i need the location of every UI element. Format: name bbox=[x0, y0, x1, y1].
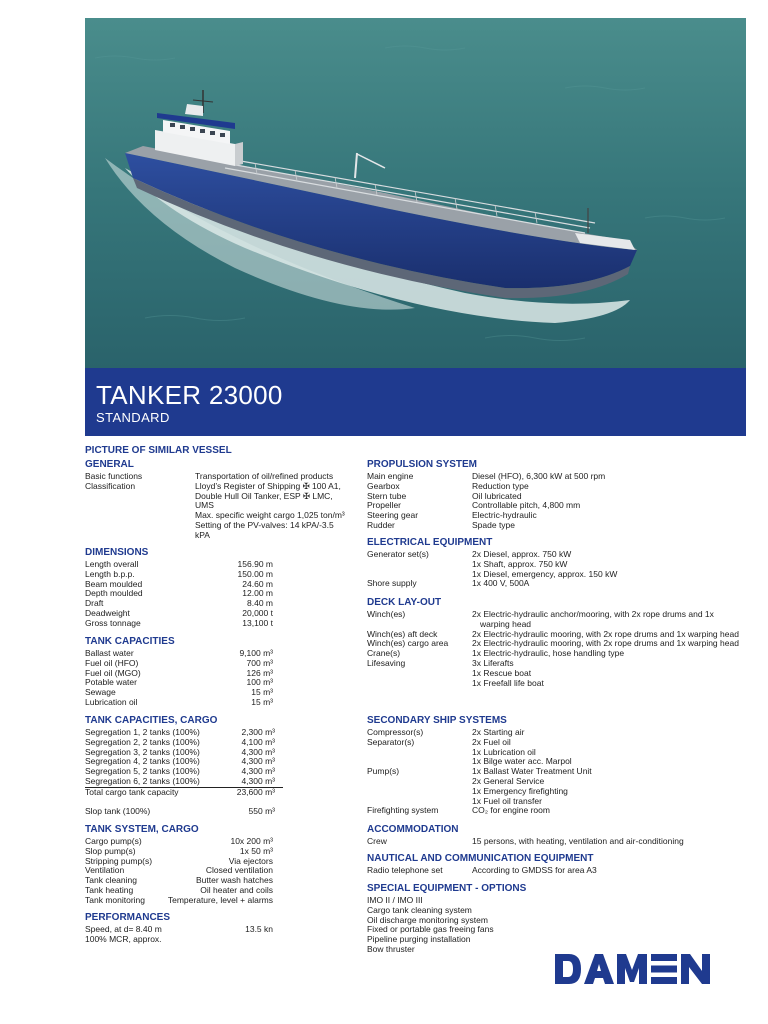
table-row: Segregation 2, 2 tanks (100%) 4,100 m³ bbox=[85, 736, 275, 747]
damen-logo bbox=[553, 953, 721, 985]
section-title: PROPULSION SYSTEM bbox=[367, 459, 478, 470]
table-row: Fuel oil (MGO) 126 m³ bbox=[85, 667, 273, 678]
table-row: Segregation 6, 2 tanks (100%) 4,300 m³ bbox=[85, 775, 275, 786]
table-row: Propeller Controllable pitch, 4,800 mm bbox=[367, 500, 581, 511]
table-row: Winch(es) cargo area 2x Electric-hydraulic mooring, with 2x rope drums and 1x warping head bbox=[367, 638, 739, 649]
table-row: Compressor(s) 2x Starting air bbox=[367, 727, 525, 737]
table-row: Winch(es) 2x Electric-hydraulic anchor/mooring, with 2x rope drums and 1x warping head bbox=[367, 609, 714, 629]
vessel-photo bbox=[85, 18, 746, 368]
section-title: ACCOMMODATION bbox=[367, 824, 459, 835]
table-row: Ventilation Closed ventilation bbox=[85, 865, 273, 876]
section-special-equipment bbox=[367, 883, 742, 955]
table-row: Length b.p.p. 150.00 m bbox=[85, 568, 273, 579]
list-item: Oil discharge monitoring system bbox=[367, 914, 488, 925]
table-row: 1x Bilge water acc. Marpol bbox=[472, 756, 572, 767]
table-row: 1x Freefall life boat bbox=[472, 677, 544, 688]
section-title: NAUTICAL AND COMMUNICATION EQUIPMENT bbox=[367, 853, 594, 864]
table-row: Sewage 15 m³ bbox=[85, 687, 273, 698]
section-tank-system-cargo bbox=[85, 824, 360, 906]
table-row: Generator set(s) 2x Diesel, approx. 750 kW bbox=[367, 549, 572, 559]
table-row: 1x Emergency firefighting bbox=[472, 785, 568, 796]
table-row: Max. specific weight cargo 1,025 ton/m³ bbox=[195, 510, 345, 521]
section-title: DIMENSIONS bbox=[85, 547, 149, 558]
table-row: Gearbox Reduction type bbox=[367, 480, 529, 491]
title-band bbox=[85, 368, 746, 436]
table-row: Deadweight 20,000 t bbox=[85, 607, 273, 618]
table-row: Segregation 3, 2 tanks (100%) 4,300 m³ bbox=[85, 746, 275, 757]
table-row: Cargo pump(s) 10x 200 m³ bbox=[85, 836, 273, 846]
table-row: Slop pump(s) 1x 50 m³ bbox=[85, 845, 273, 856]
section-secondary-systems bbox=[367, 715, 742, 816]
table-row: 1x Rescue boat bbox=[472, 667, 532, 678]
list-item: Fixed or portable gas freeing fans bbox=[367, 924, 494, 935]
section-title: TANK CAPACITIES bbox=[85, 636, 175, 647]
section-title: TANK SYSTEM, CARGO bbox=[85, 824, 199, 835]
table-row: Tank cleaning Butter wash hatches bbox=[85, 875, 273, 886]
table-row: Tank heating Oil heater and coils bbox=[85, 884, 273, 895]
section-general bbox=[85, 459, 360, 541]
section-nautical bbox=[367, 853, 742, 876]
table-row: Shore supply 1x 400 V, 500A bbox=[367, 578, 530, 589]
table-row: Lubrication oil 15 m³ bbox=[85, 696, 273, 707]
table-row: Segregation 4, 2 tanks (100%) 4,300 m³ bbox=[85, 756, 275, 767]
table-row: Crew 15 persons, with heating, ventilation and air-conditioning bbox=[367, 836, 684, 846]
photo-caption: PICTURE OF SIMILAR VESSEL bbox=[85, 445, 232, 456]
section-title: DECK LAY-OUT bbox=[367, 597, 442, 608]
section-tank-capacities-cargo bbox=[85, 715, 360, 816]
table-row: Stern tube Oil lubricated bbox=[367, 490, 522, 501]
table-row: 2x General Service bbox=[472, 775, 545, 786]
list-item: IMO II / IMO III bbox=[367, 895, 423, 905]
table-row: 1x Lubrication oil bbox=[472, 746, 536, 757]
table-row: Pump(s) 1x Ballast Water Treatment Unit bbox=[367, 766, 592, 777]
table-row: Segregation 1, 2 tanks (100%) 2,300 m³ bbox=[85, 727, 275, 737]
table-row: Segregation 5, 2 tanks (100%) 4,300 m³ bbox=[85, 766, 275, 777]
table-row: Fuel oil (HFO) 700 m³ bbox=[85, 657, 273, 668]
section-propulsion bbox=[367, 459, 742, 531]
table-row: 100% MCR, approx. bbox=[85, 933, 162, 944]
section-tank-capacities bbox=[85, 636, 360, 708]
table-row: Stripping pump(s) Via ejectors bbox=[85, 855, 273, 866]
section-title: PERFORMANCES bbox=[85, 912, 171, 923]
table-row: Length overall 156.90 m bbox=[85, 559, 273, 569]
table-row: Depth moulded 12.00 m bbox=[85, 588, 273, 599]
table-row: Tank monitoring Temperature, level + alarms bbox=[85, 894, 273, 905]
table-row: Ballast water 9,100 m³ bbox=[85, 648, 273, 658]
table-row: 1x Fuel oil transfer bbox=[472, 795, 542, 806]
table-row: Classification Lloyd’s Register of Shipping ✠ 100 A1, Double Hull Oil Tanker, ESP ✠ LMC, UMS bbox=[85, 480, 341, 511]
table-row: Beam moulded 24.60 m bbox=[85, 578, 273, 589]
table-row: Main engine Diesel (HFO), 6,300 kW at 500 rpm bbox=[367, 471, 606, 481]
section-performances bbox=[85, 912, 360, 945]
document-title: TANKER 23000 bbox=[96, 380, 283, 410]
list-item: Bow thruster bbox=[367, 943, 415, 954]
table-row: Separator(s) 2x Fuel oil bbox=[367, 736, 511, 747]
table-row: Radio telephone set According to GMDSS for area A3 bbox=[367, 865, 597, 875]
list-item: Pipeline purging installation bbox=[367, 934, 471, 945]
section-dimensions bbox=[85, 547, 360, 629]
table-row: Speed, at d= 8.40 m 13.5 kn bbox=[85, 924, 273, 934]
document-subtitle: STANDARD bbox=[96, 410, 170, 425]
table-row: Firefighting system CO₂ for engine room bbox=[367, 805, 550, 816]
table-row: Gross tonnage 13,100 t bbox=[85, 617, 273, 628]
section-title: SPECIAL EQUIPMENT - OPTIONS bbox=[367, 883, 527, 894]
table-row: 1x Shaft, approx. 750 kW bbox=[472, 558, 568, 569]
table-row: Potable water 100 m³ bbox=[85, 677, 273, 688]
section-deck-layout bbox=[367, 597, 742, 688]
section-accommodation bbox=[367, 824, 742, 847]
table-row: Lifesaving 3x Liferafts bbox=[367, 657, 514, 668]
section-electrical bbox=[367, 537, 742, 589]
section-title: ELECTRICAL EQUIPMENT bbox=[367, 537, 493, 548]
table-row: Draft 8.40 m bbox=[85, 598, 273, 609]
list-item: Cargo tank cleaning system bbox=[367, 904, 472, 915]
section-title: TANK CAPACITIES, CARGO bbox=[85, 715, 218, 726]
table-row: Steering gear Electric-hydraulic bbox=[367, 510, 537, 521]
table-row: Basic functions Transportation of oil/refined products bbox=[85, 471, 334, 481]
section-title: SECONDARY SHIP SYSTEMS bbox=[367, 715, 507, 726]
section-title: GENERAL bbox=[85, 459, 134, 470]
total-row: Total cargo tank capacity 23,600 m³ bbox=[85, 786, 275, 797]
table-row: Crane(s) 1x Electric-hydraulic, hose handling type bbox=[367, 648, 625, 659]
table-row: Winch(es) aft deck 2x Electric-hydraulic mooring, with 2x rope drums and 1x warping head bbox=[367, 628, 739, 639]
slop-row: Slop tank (100%) 550 m³ bbox=[85, 805, 275, 816]
table-row: Rudder Spade type bbox=[367, 519, 516, 530]
table-row: 1x Diesel, emergency, approx. 150 kW bbox=[472, 568, 618, 579]
table-row: Setting of the PV-valves: 14 kPA/-3.5 kPA bbox=[195, 519, 334, 540]
